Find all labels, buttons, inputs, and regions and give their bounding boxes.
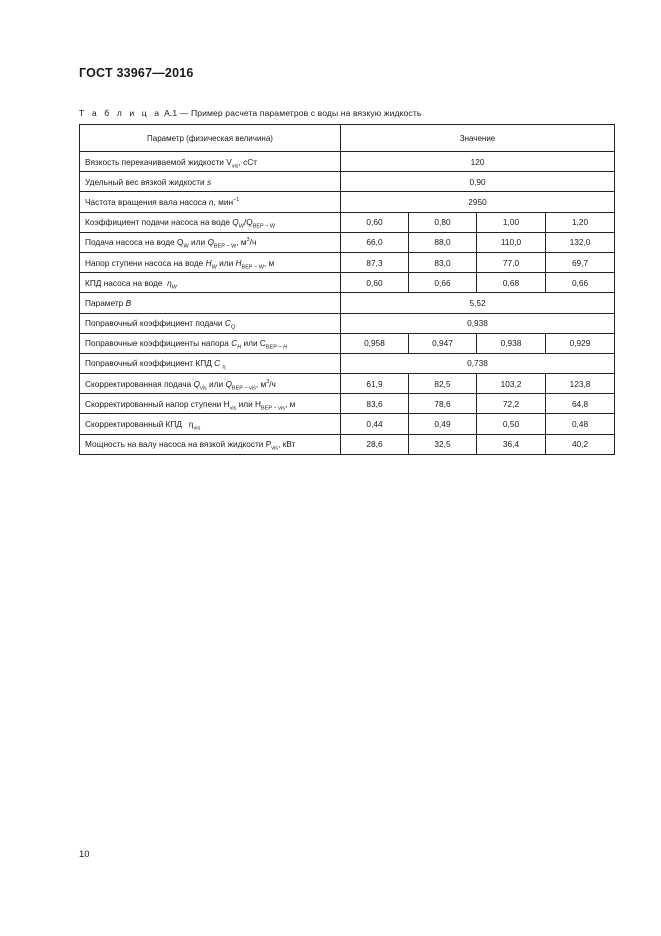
param-value: 0,938 bbox=[341, 313, 615, 333]
param-value: 61,9 bbox=[341, 374, 409, 394]
param-label: Поправочный коэффициент подачи $C_Q$ bbox=[80, 313, 341, 333]
param-value: 0,50 bbox=[477, 414, 546, 434]
param-value: 0,48 bbox=[546, 414, 615, 434]
param-value: 87,3 bbox=[341, 252, 409, 272]
param-label: Скорректированный КПД $\eta_{vis}$ bbox=[80, 414, 341, 434]
document-header: ГОСТ 33967—2016 bbox=[79, 66, 194, 80]
table-caption-label: Т а б л и ц а bbox=[79, 108, 162, 118]
param-label: Мощность на валу насоса на вязкой жидкости $P_{vis}$, кВт bbox=[80, 434, 341, 454]
param-label: Коэффициент подачи насоса на воде $Q_W/Q_{BEP - W}$ bbox=[80, 212, 341, 232]
param-value: 88,0 bbox=[409, 232, 477, 252]
table-row bbox=[80, 273, 615, 293]
param-value: 0,958 bbox=[341, 333, 409, 353]
table-row bbox=[80, 152, 615, 172]
table-row bbox=[80, 414, 615, 434]
param-value: 40,2 bbox=[546, 434, 615, 454]
param-value: 78,6 bbox=[409, 394, 477, 414]
param-value: 0,90 bbox=[341, 172, 615, 192]
parameters-table bbox=[79, 124, 615, 455]
param-value: 0,738 bbox=[341, 353, 615, 373]
table-caption-text: А.1 — Пример расчета параметров с воды на вязкую жидкость bbox=[161, 108, 422, 118]
param-value: 110,0 bbox=[477, 232, 546, 252]
param-label: Частота вращения вала насоса n, мин$^{-1}$ bbox=[80, 192, 341, 212]
param-label: Поправочный коэффициент КПД C $_\eta$ bbox=[80, 353, 341, 373]
param-value: 1,20 bbox=[546, 212, 615, 232]
param-value: 0,60 bbox=[341, 273, 409, 293]
param-value: 132,0 bbox=[546, 232, 615, 252]
param-value: 32,5 bbox=[409, 434, 477, 454]
param-label: Поправочные коэффициенты напора $C_H$ или $C_{BEP - H}$ bbox=[80, 333, 341, 353]
table-row bbox=[80, 333, 615, 353]
param-label: Параметр B bbox=[80, 293, 341, 313]
table-row bbox=[80, 192, 615, 212]
param-value: 0,66 bbox=[409, 273, 477, 293]
param-value: 0,44 bbox=[341, 414, 409, 434]
param-value: 5,52 bbox=[341, 293, 615, 313]
table-row bbox=[80, 252, 615, 272]
table-row bbox=[80, 212, 615, 232]
table-caption bbox=[79, 108, 421, 118]
param-label: КПД насоса на воде $\eta_W$ bbox=[80, 273, 341, 293]
table-row bbox=[80, 313, 615, 333]
param-label: Подача насоса на воде $Q_W$ или $Q_{BEP - W}$, $м^3/ч$ bbox=[80, 232, 341, 252]
param-label: Удельный вес вязкой жидкости s bbox=[80, 172, 341, 192]
param-value: 83,6 bbox=[341, 394, 409, 414]
param-value: 0,929 bbox=[546, 333, 615, 353]
table-header-row bbox=[80, 125, 615, 152]
param-value: 83,0 bbox=[409, 252, 477, 272]
param-value: 72,2 bbox=[477, 394, 546, 414]
table-row bbox=[80, 353, 615, 373]
param-value: 28,6 bbox=[341, 434, 409, 454]
param-value: 64,8 bbox=[546, 394, 615, 414]
table-row bbox=[80, 374, 615, 394]
param-label: Вязкость перекачиваемой жидкости $V_{vis}$, сСт bbox=[80, 152, 341, 172]
param-label: Напор ступени насоса на воде $H_W$ или $H_{BEP - W}$, м bbox=[80, 252, 341, 272]
table-row bbox=[80, 232, 615, 252]
param-value: 69,7 bbox=[546, 252, 615, 272]
param-value: 0,938 bbox=[477, 333, 546, 353]
table-body bbox=[80, 152, 615, 455]
param-value: 36,4 bbox=[477, 434, 546, 454]
header-value: Значение bbox=[341, 125, 615, 152]
page-number: 10 bbox=[79, 849, 90, 860]
param-value: 0,49 bbox=[409, 414, 477, 434]
param-value: 120 bbox=[341, 152, 615, 172]
param-value: 82,5 bbox=[409, 374, 477, 394]
param-label: Скорректированный напор ступени $H_{vis}$ или $H_{BEP - vis}$, м bbox=[80, 394, 341, 414]
table-row bbox=[80, 172, 615, 192]
param-value: 0,66 bbox=[546, 273, 615, 293]
param-value: 0,60 bbox=[341, 212, 409, 232]
param-value: 1,00 bbox=[477, 212, 546, 232]
table-row bbox=[80, 293, 615, 313]
table-row bbox=[80, 434, 615, 454]
param-value: 2950 bbox=[341, 192, 615, 212]
param-label: Скорректированная подача $Q_{vis}$ или $Q_{BEP - vis}$, $м^3/ч$ bbox=[80, 374, 341, 394]
table-row bbox=[80, 394, 615, 414]
param-value: 66,0 bbox=[341, 232, 409, 252]
param-value: 123,8 bbox=[546, 374, 615, 394]
param-value: 0,947 bbox=[409, 333, 477, 353]
param-value: 77,0 bbox=[477, 252, 546, 272]
param-value: 0,68 bbox=[477, 273, 546, 293]
header-param: Параметр (физическая величина) bbox=[80, 125, 341, 152]
param-value: 103,2 bbox=[477, 374, 546, 394]
param-value: 0,80 bbox=[409, 212, 477, 232]
